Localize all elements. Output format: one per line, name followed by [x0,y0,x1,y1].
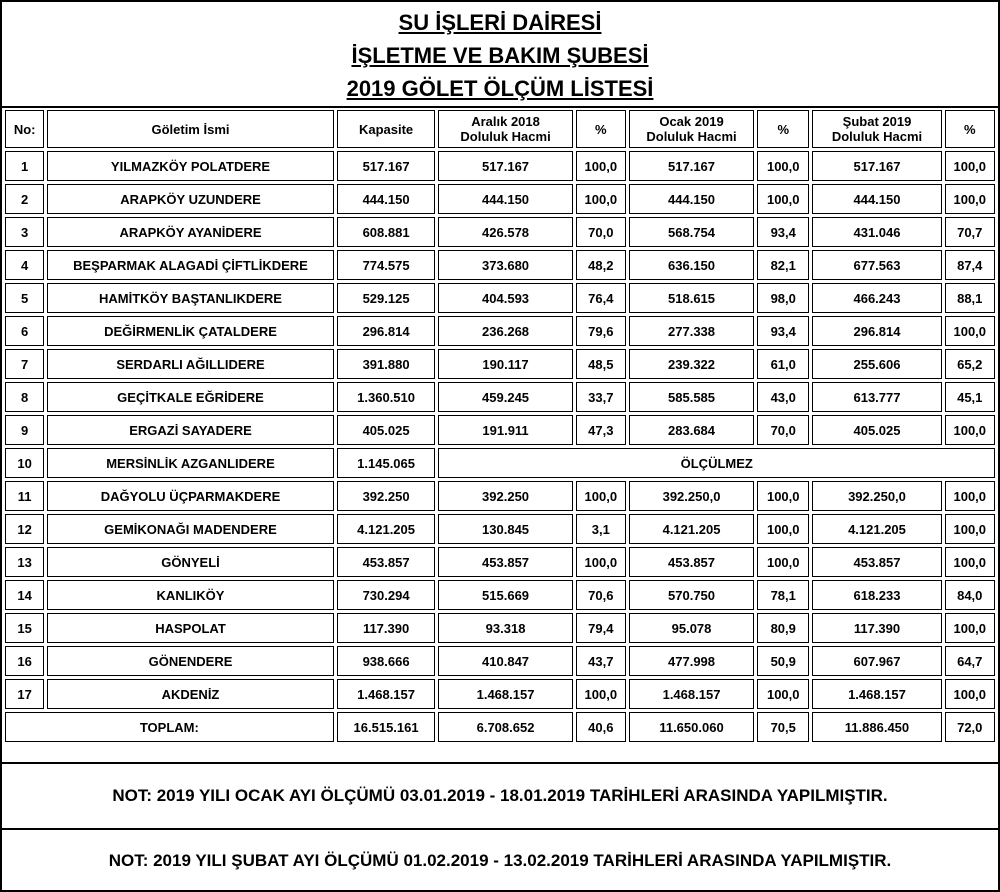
cell-pct-3: 100,0 [945,613,995,643]
table-row [5,382,995,412]
cell-jan: 518.615 [629,283,754,313]
cell-name: DEĞİRMENLİK ÇATALDERE [47,316,333,346]
table-row [5,250,995,280]
cell-name: ARAPKÖY UZUNDERE [47,184,333,214]
header-pct-1: % [576,110,626,148]
cell-feb: 613.777 [812,382,941,412]
cell-capacity: 4.121.205 [337,514,436,544]
note-february: NOT: 2019 YILI ŞUBAT AYI ÖLÇÜMÜ 01.02.2019 - 13.02.2019 TARİHLERİ ARASINDA YAPILMIŞTIR. [2,828,998,892]
cell-capacity: 1.360.510 [337,382,436,412]
cell-pct-3: 100,0 [945,514,995,544]
cell-name: HAMİTKÖY BAŞTANLIKDERE [47,283,333,313]
cell-pct-3: 100,0 [945,316,995,346]
header-feb-month: Şubat 2019 [842,114,912,129]
cell-no: 2 [5,184,44,214]
cell-feb: 117.390 [812,613,941,643]
table-row [5,415,995,445]
cell-feb: 517.167 [812,151,941,181]
cell-no: 17 [5,679,44,709]
cell-capacity: 730.294 [337,580,436,610]
cell-no: 8 [5,382,44,412]
cell-jan: 283.684 [629,415,754,445]
cell-jan: 570.750 [629,580,754,610]
unmeasured-status: ÖLÇÜLMEZ [438,448,995,478]
table-body [5,151,995,742]
cell-dec: 191.911 [438,415,572,445]
cell-capacity: 529.125 [337,283,436,313]
cell-capacity: 117.390 [337,613,436,643]
cell-feb: 392.250,0 [812,481,941,511]
cell-capacity: 453.857 [337,547,436,577]
cell-pct-2: 93,4 [757,316,809,346]
cell-no: 5 [5,283,44,313]
cell-capacity: 391.880 [337,349,436,379]
cell-dec: 410.847 [438,646,572,676]
cell-pct-3: 65,2 [945,349,995,379]
cell-no: 1 [5,151,44,181]
cell-no: 3 [5,217,44,247]
cell-jan: 239.322 [629,349,754,379]
cell-name: GÖNYELİ [47,547,333,577]
cell-name: KANLIKÖY [47,580,333,610]
cell-dec: 190.117 [438,349,572,379]
title-line-2: İŞLETME VE BAKIM ŞUBESİ [351,43,649,68]
cell-jan: 1.468.157 [629,679,754,709]
table-row [5,316,995,346]
cell-pct-3: 84,0 [945,580,995,610]
cell-name: AKDENİZ [47,679,333,709]
table-row [5,646,995,676]
cell-pct-1: 100,0 [576,547,626,577]
cell-feb: 466.243 [812,283,941,313]
cell-no: 15 [5,613,44,643]
header-pct-3: % [945,110,995,148]
cell-pct-3: 64,7 [945,646,995,676]
cell-pct-1: 76,4 [576,283,626,313]
cell-feb: 255.606 [812,349,941,379]
cell-pct-1: 3,1 [576,514,626,544]
cell-pct-1: 100,0 [576,481,626,511]
cell-pct-3: 100,0 [945,184,995,214]
cell-pct-1: 79,6 [576,316,626,346]
cell-no: 7 [5,349,44,379]
cell-jan: 392.250,0 [629,481,754,511]
cell-dec: 459.245 [438,382,572,412]
cell-no: 16 [5,646,44,676]
cell-feb: 444.150 [812,184,941,214]
cell-pct-3: 100,0 [945,547,995,577]
cell-pct-2: 70,0 [757,415,809,445]
table-row-unmeasured [5,448,995,478]
cell-jan: 95.078 [629,613,754,643]
cell-pct-2: 100,0 [757,514,809,544]
cell-jan: 568.754 [629,217,754,247]
cell-pct-2: 61,0 [757,349,809,379]
cell-capacity: 444.150 [337,184,436,214]
cell-pct-2: 82,1 [757,250,809,280]
cell-name: GEMİKONAĞI MADENDERE [47,514,333,544]
cell-pct-1: 70,0 [576,217,626,247]
cell-capacity: 405.025 [337,415,436,445]
cell-pct-1: 43,7 [576,646,626,676]
cell-jan: 636.150 [629,250,754,280]
cell-capacity: 517.167 [337,151,436,181]
cell-no: 10 [5,448,44,478]
title-line-1: SU İŞLERİ DAİRESİ [398,10,602,35]
header-dec [438,110,572,148]
title-block [2,2,998,108]
cell-jan: 517.167 [629,151,754,181]
cell-dec: 373.680 [438,250,572,280]
cell-capacity: 392.250 [337,481,436,511]
cell-name: DAĞYOLU ÜÇPARMAKDERE [47,481,333,511]
cell-no: 11 [5,481,44,511]
cell-capacity: 296.814 [337,316,436,346]
table-row [5,349,995,379]
cell-capacity: 608.881 [337,217,436,247]
cell-no: 4 [5,250,44,280]
cell-jan: 453.857 [629,547,754,577]
cell-pct-2: 93,4 [757,217,809,247]
pond-table [2,107,998,745]
cell-pct-2: 100,0 [757,151,809,181]
total-pct-2: 70,5 [757,712,809,742]
cell-jan: 277.338 [629,316,754,346]
cell-pct-3: 100,0 [945,481,995,511]
cell-dec: 1.468.157 [438,679,572,709]
cell-dec: 515.669 [438,580,572,610]
cell-feb: 453.857 [812,547,941,577]
cell-name: BEŞPARMAK ALAGADİ ÇİFTLİKDERE [47,250,333,280]
cell-jan: 444.150 [629,184,754,214]
cell-capacity: 774.575 [337,250,436,280]
cell-no: 9 [5,415,44,445]
header-jan [629,110,754,148]
cell-pct-2: 98,0 [757,283,809,313]
cell-dec: 236.268 [438,316,572,346]
table-row [5,514,995,544]
cell-pct-1: 48,5 [576,349,626,379]
cell-pct-3: 88,1 [945,283,995,313]
cell-pct-3: 100,0 [945,679,995,709]
cell-feb: 677.563 [812,250,941,280]
table-row [5,184,995,214]
cell-no: 13 [5,547,44,577]
cell-name: GEÇİTKALE EĞRİDERE [47,382,333,412]
cell-pct-1: 100,0 [576,184,626,214]
title-line-3: 2019 GÖLET ÖLÇÜM LİSTESİ [346,76,654,101]
header-jan-month: Ocak 2019 [659,114,724,129]
table-row [5,547,995,577]
cell-capacity: 938.666 [337,646,436,676]
cell-pct-1: 100,0 [576,151,626,181]
cell-capacity: 1.468.157 [337,679,436,709]
total-jan: 11.650.060 [629,712,754,742]
cell-dec: 453.857 [438,547,572,577]
header-pct-2: % [757,110,809,148]
notes-block [2,762,998,890]
cell-pct-1: 70,6 [576,580,626,610]
cell-pct-2: 78,1 [757,580,809,610]
header-name: Göletim İsmi [47,110,333,148]
cell-no: 14 [5,580,44,610]
cell-pct-2: 50,9 [757,646,809,676]
table-row [5,283,995,313]
cell-pct-3: 45,1 [945,382,995,412]
table-row [5,679,995,709]
cell-pct-2: 80,9 [757,613,809,643]
cell-pct-1: 100,0 [576,679,626,709]
table-wrapper [2,107,998,745]
cell-capacity: 1.145.065 [337,448,436,478]
cell-feb: 4.121.205 [812,514,941,544]
cell-no: 12 [5,514,44,544]
cell-dec: 392.250 [438,481,572,511]
cell-pct-1: 33,7 [576,382,626,412]
total-feb: 11.886.450 [812,712,941,742]
table-row [5,613,995,643]
table-row [5,481,995,511]
table-row [5,217,995,247]
header-jan-sub: Doluluk Hacmi [646,129,737,144]
cell-dec: 426.578 [438,217,572,247]
cell-feb: 296.814 [812,316,941,346]
cell-pct-3: 100,0 [945,151,995,181]
cell-name: ERGAZİ SAYADERE [47,415,333,445]
cell-dec: 444.150 [438,184,572,214]
cell-feb: 618.233 [812,580,941,610]
cell-feb: 405.025 [812,415,941,445]
cell-pct-1: 47,3 [576,415,626,445]
cell-feb: 1.468.157 [812,679,941,709]
total-dec: 6.708.652 [438,712,572,742]
cell-jan: 4.121.205 [629,514,754,544]
total-label: TOPLAM: [5,712,334,742]
cell-pct-2: 100,0 [757,184,809,214]
cell-name: HASPOLAT [47,613,333,643]
header-dec-sub: Doluluk Hacmi [460,129,551,144]
total-pct-1: 40,6 [576,712,626,742]
table-row [5,580,995,610]
total-row [5,712,995,742]
cell-name: ARAPKÖY AYANİDERE [47,217,333,247]
header-feb [812,110,941,148]
header-dec-month: Aralık 2018 [471,114,540,129]
cell-jan: 477.998 [629,646,754,676]
table-header-row [5,110,995,148]
cell-dec: 404.593 [438,283,572,313]
cell-dec: 517.167 [438,151,572,181]
cell-jan: 585.585 [629,382,754,412]
cell-pct-3: 100,0 [945,415,995,445]
cell-dec: 93.318 [438,613,572,643]
cell-pct-1: 48,2 [576,250,626,280]
cell-dec: 130.845 [438,514,572,544]
cell-pct-3: 87,4 [945,250,995,280]
header-feb-sub: Doluluk Hacmi [831,129,923,144]
total-capacity: 16.515.161 [337,712,436,742]
cell-pct-2: 100,0 [757,481,809,511]
cell-pct-2: 100,0 [757,547,809,577]
cell-pct-1: 79,4 [576,613,626,643]
header-capacity: Kapasite [337,110,436,148]
note-january: NOT: 2019 YILI OCAK AYI ÖLÇÜMÜ 03.01.2019 - 18.01.2019 TARİHLERİ ARASINDA YAPILMIŞTIR. [112,786,888,805]
cell-feb: 431.046 [812,217,941,247]
cell-name: SERDARLI AĞILLIDERE [47,349,333,379]
cell-no: 6 [5,316,44,346]
cell-name: YILMAZKÖY POLATDERE [47,151,333,181]
cell-pct-2: 100,0 [757,679,809,709]
cell-pct-2: 43,0 [757,382,809,412]
cell-name: GÖNENDERE [47,646,333,676]
header-no: No: [5,110,44,148]
table-row [5,151,995,181]
cell-feb: 607.967 [812,646,941,676]
total-pct-3: 72,0 [945,712,995,742]
cell-name: MERSİNLİK AZGANLIDERE [47,448,333,478]
cell-pct-3: 70,7 [945,217,995,247]
